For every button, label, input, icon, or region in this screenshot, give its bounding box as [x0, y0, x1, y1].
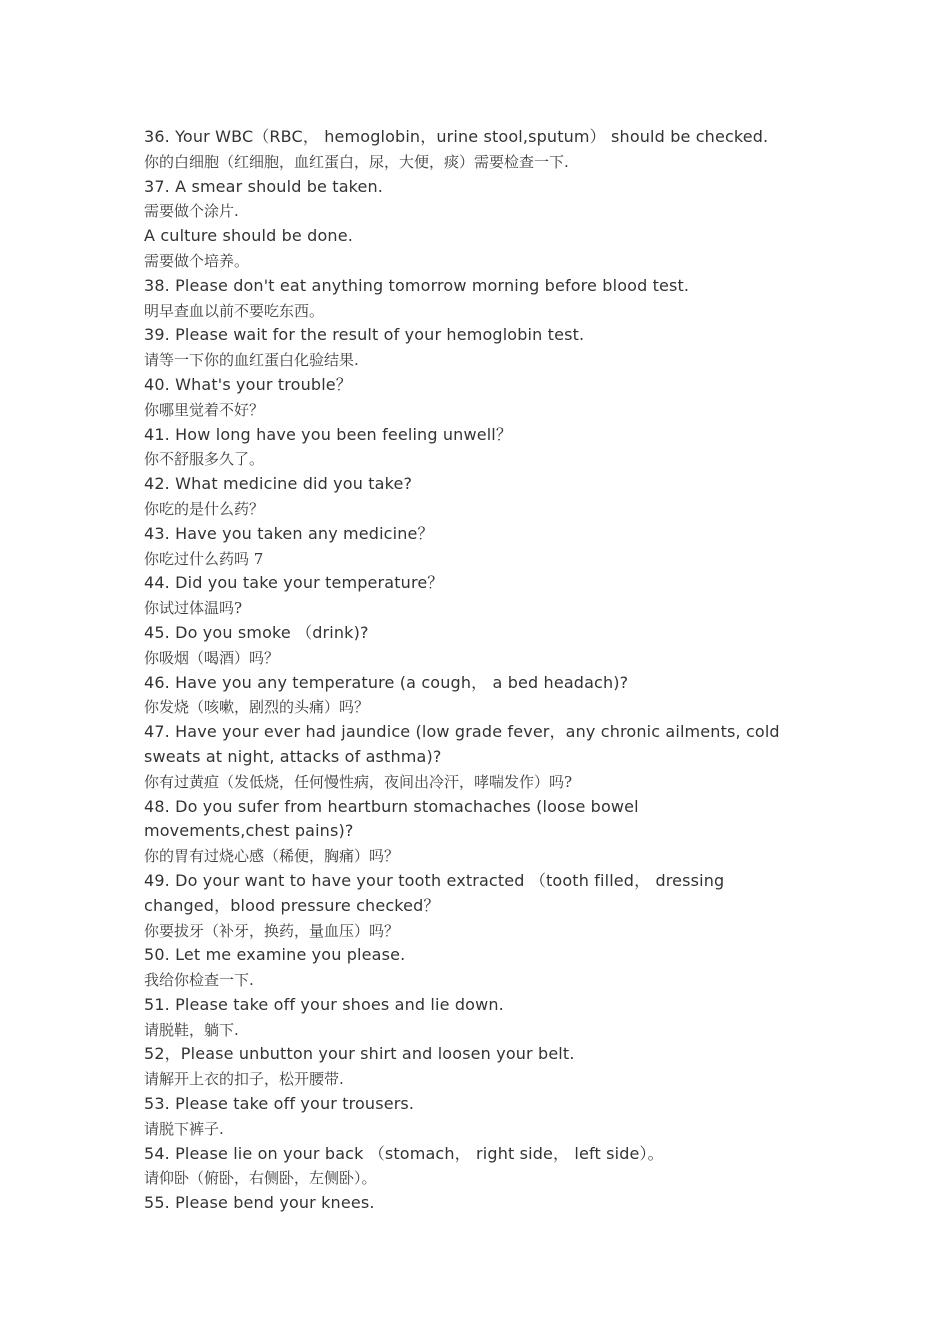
sentence-47-zh: 你有过黄疸（发低烧，任何慢性病，夜间出冷汗，哮喘发作）吗? — [144, 772, 573, 791]
sentence-36-en: 36. Your WBC（RBC， hemoglobin，urine stool,sputum） should be checked. — [144, 127, 769, 146]
sentence-42-en: 42. What medicine did you take? — [144, 474, 413, 494]
sentence-48-zh: 你的胃有过烧心感（稀便，胸痛）吗？ — [144, 847, 400, 866]
sentence-38-en: 38. Please don't eat anything tomorrow morning before blood test. — [144, 275, 690, 295]
sentence-36-zh: 你的白细胞（红细胞，血红蛋白，尿，大便，痰）需要检查一下. — [144, 152, 569, 171]
sentence-45-en: 45. Do you smoke （drink)? — [144, 622, 369, 642]
sentence-42-zh: 你吃的是什么药？ — [144, 499, 265, 518]
sentence-51-zh: 请脱鞋，躺下. — [144, 1020, 239, 1039]
document-page — [144, 125, 814, 1216]
sentence-46-zh: 你发烧（咳嗽，剧烈的头痛）吗？ — [144, 698, 370, 717]
sentence-44-en: 44. Did you take your temperature？ — [144, 573, 444, 593]
sentence-52-en: 52，Please unbutton your shirt and loosen your belt. — [144, 1044, 575, 1064]
sentence-54-zh: 请仰卧（俯卧，右侧卧，左侧卧）。 — [144, 1169, 377, 1188]
sentence-55-en: 55. Please bend your knees. — [144, 1193, 375, 1213]
sentence-39-zh: 请等一下你的血红蛋白化验结果. — [144, 351, 359, 370]
sentence-47-en-line2: sweats at night, attacks of asthma)? — [144, 746, 442, 766]
sentence-50-zh: 我给你检查一下. — [144, 971, 254, 990]
sentence-46-en: 46. Have you any temperature (a cough， a bed headach)? — [144, 672, 629, 692]
sentence-54-en: 54. Please lie on your back （stomach， right side， left side）。 — [144, 1143, 664, 1163]
sentence-37-zh: 需要做个涂片. — [144, 202, 239, 221]
sentence-39-en: 39. Please wait for the result of your hemoglobin test. — [144, 325, 585, 345]
sentence-48-en-line1: 48. Do you sufer from heartburn stomachaches (loose bowel — [144, 796, 639, 816]
sentence-44-zh: 你试过体温吗? — [144, 599, 243, 618]
sentence-49-zh: 你要拔牙（补牙，换药，量血压）吗？ — [144, 921, 400, 940]
sentence-50-en: 50. Let me examine you please. — [144, 945, 406, 965]
sentence-40-en: 40. What's your trouble？ — [144, 374, 352, 394]
sentence-37-en: 37. A smear should be taken. — [144, 176, 384, 196]
sentence-41-en: 41. How long have you been feeling unwell？ — [144, 424, 513, 444]
sentence-48-en-line2: movements,chest pains)? — [144, 821, 354, 841]
sentence-41-zh: 你不舒服多久了。 — [144, 450, 265, 469]
sentence-43-en: 43. Have you taken any medicine？ — [144, 523, 434, 543]
sentence-43-zh: 你吃过什么药吗 7 — [144, 549, 264, 568]
sentence-52-zh: 请解开上衣的扣子，松开腰带. — [144, 1070, 344, 1089]
sentence-51-en: 51. Please take off your shoes and lie down. — [144, 994, 504, 1014]
sentence-40-zh: 你哪里觉着不好？ — [144, 400, 265, 419]
sentence-47-en-line1: 47. Have your ever had jaundice (low grade fever，any chronic ailments, cold — [144, 722, 780, 742]
sentence-53-en: 53. Please take off your trousers. — [144, 1094, 415, 1114]
sentence-45-zh: 你吸烟（喝酒）吗？ — [144, 648, 280, 667]
sentence-49-en-line1: 49. Do your want to have your tooth extracted （tooth filled， dressing — [144, 870, 725, 890]
sentence-37b-zh: 需要做个培养。 — [144, 251, 250, 270]
sentence-37b-en: A culture should be done. — [144, 226, 353, 246]
sentence-49-en-line2: changed，blood pressure checked？ — [144, 895, 440, 915]
sentence-38-zh: 明早查血以前不要吃东西。 — [144, 301, 325, 320]
sentence-53-zh: 请脱下裤子. — [144, 1119, 224, 1138]
